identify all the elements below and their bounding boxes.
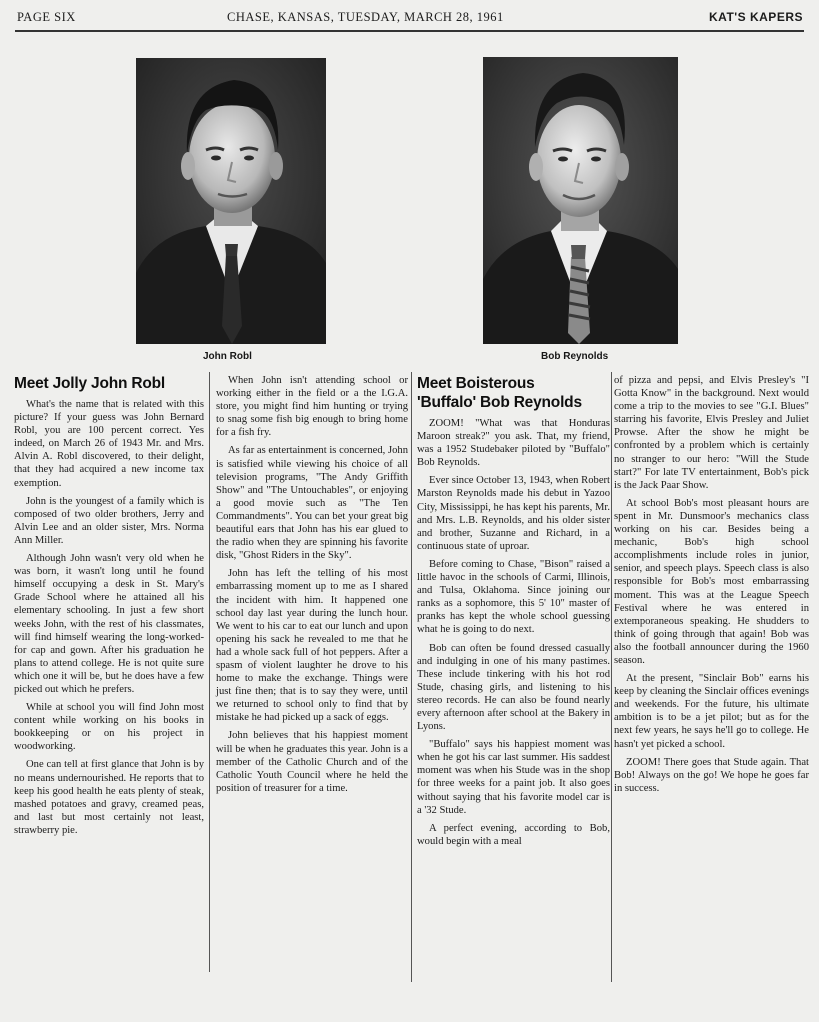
header-rule (15, 30, 804, 32)
article-john-robl-column-2 (216, 374, 408, 795)
article-paragraph: A perfect evening, according to Bob, would begin with a meal (417, 822, 610, 847)
headline-bob-reynolds (417, 374, 610, 412)
headline-line: Meet Boisterous (417, 375, 535, 392)
article-paragraph: John is the youngest of a family which is composed of two older brothers, Jerry and Alvin Lee and an older sister, Mrs. Norma Ann Miller. (14, 495, 204, 546)
article-paragraph: Although John wasn't very old when he was born, it wasn't long until he found himself occupying a desk in St. Mary's Grade School where he attained all his elementary schooling. In just a few short weeks John, with the rest of his classmates, will find himself wearing the long-worked-for cap and gown. After his graduation he plans to attend college. He is not quite sure which one it will be, but he does have a few picked out which he prefers. (14, 553, 204, 695)
photo-caption-john-robl: John Robl (203, 351, 252, 362)
portrait-photo-bob-reynolds (483, 57, 678, 344)
headline-john-robl: Meet Jolly John Robl (14, 375, 166, 392)
dateline: CHASE, KANSAS, TUESDAY, MARCH 28, 1961 (227, 10, 504, 24)
article-paragraph: Bob can often be found dressed casually and indulging in one of his many pastimes. These include tinkering with his hot rod Stude, chasing girls, and listening to his stereo records. He can also be found nearly every afternoon after school at the Bakery in Lyons. (417, 642, 610, 733)
article-paragraph: At the present, "Sinclair Bob" earns his keep by cleaning the Sinclair offices evenings and weekends. For the future, his ultimate ambition is to be a jet pilot; but as for the next few years, he says he'll go to college. He hasn't yet picked a school. (614, 673, 809, 750)
article-paragraph: "Buffalo" says his happiest moment was when he got his car last summer. His saddest moment was when his Stude was in the shop for three weeks for a paint job. It also goes without saying that his favorite model car is a '32 Stude. (417, 739, 610, 816)
column-divider (611, 372, 612, 982)
article-john-robl-column-1 (14, 374, 204, 837)
article-bob-reynolds-column-2 (614, 374, 809, 795)
article-paragraph: ZOOM! "What was that Honduras Maroon streak?" you ask. That, my friend, was a 1952 Studebaker piloted by "Buffalo" Bob Reynolds. (417, 418, 610, 469)
article-paragraph: Before coming to Chase, "Bison" raised a little havoc in the schools of Carmi, Illinois, and Tulsa, Oklahoma. Since joining our ranks as a sophomore, this 5' 10" master of pranks has kept the whole school guessing what he is going to do next. (417, 558, 610, 636)
photo-caption-bob-reynolds: Bob Reynolds (541, 351, 609, 362)
headline-line: 'Buffalo' Bob Reynolds (417, 394, 582, 411)
portrait-photo-john-robl (136, 58, 326, 344)
article-paragraph: John believes that his happiest moment will be when he graduates this year. John is a member of the Catholic Church and of the Catholic Youth Council where he held the position of treasurer for a time. (216, 730, 408, 794)
article-paragraph: What's the name that is related with this picture? If your guess was John Bernard Robl, you are 100 percent correct. Yes indeed, on March 26 of 1943 Mr. and Mrs. Alvin A. Robl discovered, to their delight, that they had acquired a new income tax exemption. (14, 399, 204, 489)
article-paragraph: ZOOM! There goes that Stude again. That Bob! Always on the go! We hope he goes far in success. (614, 756, 809, 794)
article-paragraph: At school Bob's most pleasant hours are spent in Mr. Dunsmoor's mechanics class working on his car. Besides being a mechanic, Bob's high school accomplishments include roles in junior, senior, and speech plays. Speech class is also responsible for Bob's most embarrassing moment. This was at the League Speech Festival where he was entered in extemporaneous speaking. He shudders to think of going through that again! Bob was also the football announcer during the 1960 season. (614, 497, 809, 666)
section-title: KAT'S KAPERS (709, 10, 803, 24)
column-divider (209, 372, 210, 972)
article-paragraph: Ever since October 13, 1943, when Robert Marston Reynolds made his debut in Yazoo City, Mississippi, he has kept his parents, Mr. and Mrs. L.B. Reynolds, and his older sister and brother, Suzanne and Richard, in a continuous state of uproar. (417, 475, 610, 552)
article-bob-reynolds-column-1 (417, 374, 610, 848)
column-divider (411, 372, 412, 982)
article-paragraph: When John isn't attending school or working either in the field or a the I.G.A. store, you might find him hunting or trying to snag some fish big enough to bring home for a fish fry. (216, 375, 408, 439)
article-paragraph: One can tell at first glance that John is by no means undernourished. He reports that to keep his good health he eats plenty of steak, mashed potatoes and gravy, creamed peas, and last but most certainly not least, strawberry pie. (14, 759, 204, 836)
article-paragraph: While at school you will find John most content while working on his books in bookkeeping or on his project in woodworking. (14, 702, 204, 753)
article-paragraph: of pizza and pepsi, and Elvis Presley's "I Gotta Know" in the background. Next would come a trip to the movies to see "G.I. Blues" starring his favorite, Elvis Presley and Juliet Prowse. After the show he might be confronted by a problem which is certainly no stranger to our hero: "Will the Stude start?" For late TV entertainment, Bob's pick is the Jack Paar Show. (614, 375, 809, 491)
page-number: PAGE SIX (17, 10, 76, 24)
article-paragraph: As far as entertainment is concerned, John is satisfied while viewing his choice of all television programs, "The Andy Griffith Show" and "The Untouchables", or enjoying a good movie such as "The Ten Commandments". You can bet your great big beautiful ears that John has his ear glued to the radio when they are spinning his favorite disk, "Ghost Riders in the Sky". (216, 445, 408, 562)
article-paragraph: John has left the telling of his most embarrassing moment up to me as I shared the incident with him. It happened one school day last year during the lunch hour. We went to his car to eat our lunch and upon opening his sack he revealed to me that he had a whole sack full of hot peppers. After a spasm of violent laughter he drove to his home to make the exchange. Things were just fine then; that is to say they were, until we returned to school only to find that by mistake he had picked up a sack of eggs. (216, 568, 408, 724)
